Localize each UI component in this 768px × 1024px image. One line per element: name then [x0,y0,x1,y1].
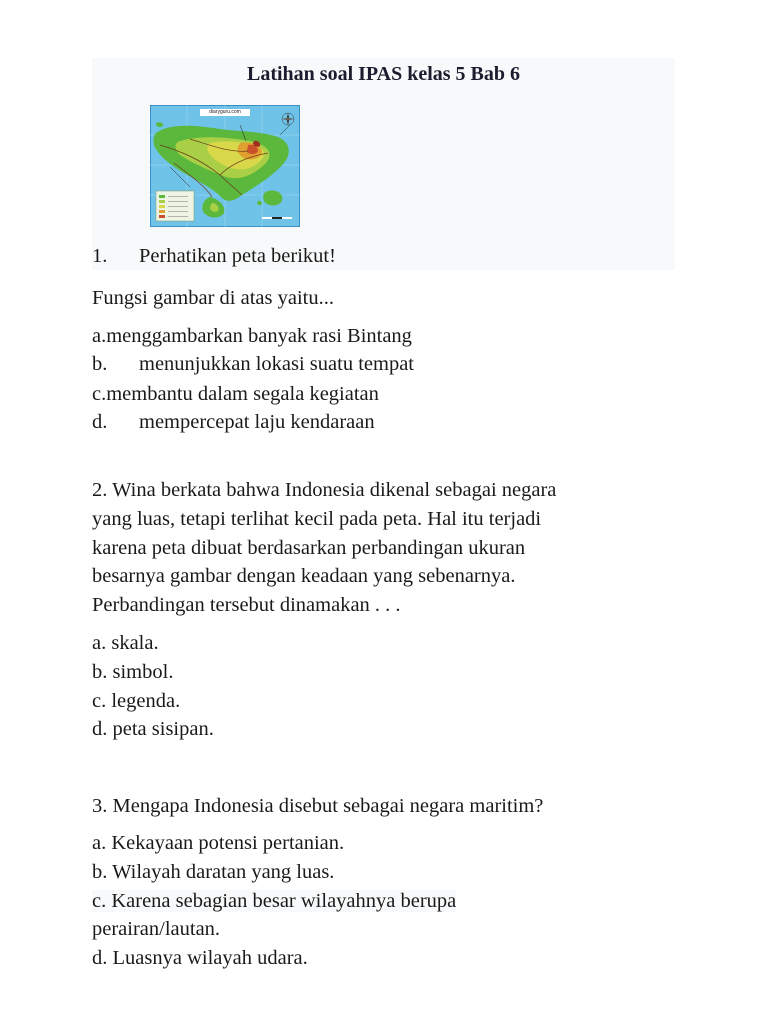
q3-option-d: d. Luasnya wilayah udara. [92,947,308,970]
q1-question: Fungsi gambar di atas yaitu... [92,287,334,309]
q1-number: 1. [92,245,108,267]
q1-prompt: Perhatikan peta berikut! [139,245,336,267]
q3-option-c [92,887,456,916]
q1-option-d-label: d. [92,411,108,433]
page-title: Latihan soal IPAS kelas 5 Bab 6 [246,63,521,85]
q3-option-c-continued: perairan/lautan. [92,918,221,941]
q3-option-c-text: c. Karena sebagian besar wilayahnya berupa [92,889,457,912]
q1-option-b [92,350,414,379]
q2-option-d: d. peta sisipan. [92,718,214,741]
q1-option-d [92,408,375,437]
q2-line-5: Perbandingan tersebut dinamakan . . . [92,594,401,617]
q3-question: 3. Mengapa Indonesia disebut sebagai negara maritim? [92,795,544,817]
q2-line-4: besarnya gambar dengan keadaan yang sebenarnya. [92,565,516,588]
q3-option-b: b. Wilayah daratan yang luas. [92,860,335,883]
q1-option-b-label: b. [92,353,108,375]
q1-option-c-text: membantu dalam segala kegiatan [106,383,379,405]
q1-option-b-text: menunjukkan lokasi suatu tempat [139,353,414,375]
q2-option-a: a. skala. [92,632,159,654]
bali-map-icon [150,105,300,227]
q1-option-a [92,322,412,351]
q1-option-a-text: menggambarkan banyak rasi Bintang [106,325,412,347]
q1-option-c [92,380,379,409]
q3-option-a: a. Kekayaan potensi pertanian. [92,832,345,854]
q1-option-c-label: c. [92,383,107,405]
q1-option-a-label: a. [92,325,107,347]
map-watermark: diaryguru.com [200,109,250,116]
q2-line-3: karena peta dibuat berdasarkan perbandingan ukuran [92,536,526,559]
q1-prompt-row [92,242,336,271]
bali-map-image [150,105,300,227]
q2-line-2: yang luas, tetapi terlihat kecil pada peta. Hal itu terjadi [92,507,542,530]
q2-option-b: b. simbol. [92,660,174,683]
q2-line-1: 2. Wina berkata bahwa Indonesia dikenal sebagai negara [92,479,557,501]
q1-option-d-text: mempercepat laju kendaraan [139,411,375,433]
q2-option-c: c. legenda. [92,689,181,712]
